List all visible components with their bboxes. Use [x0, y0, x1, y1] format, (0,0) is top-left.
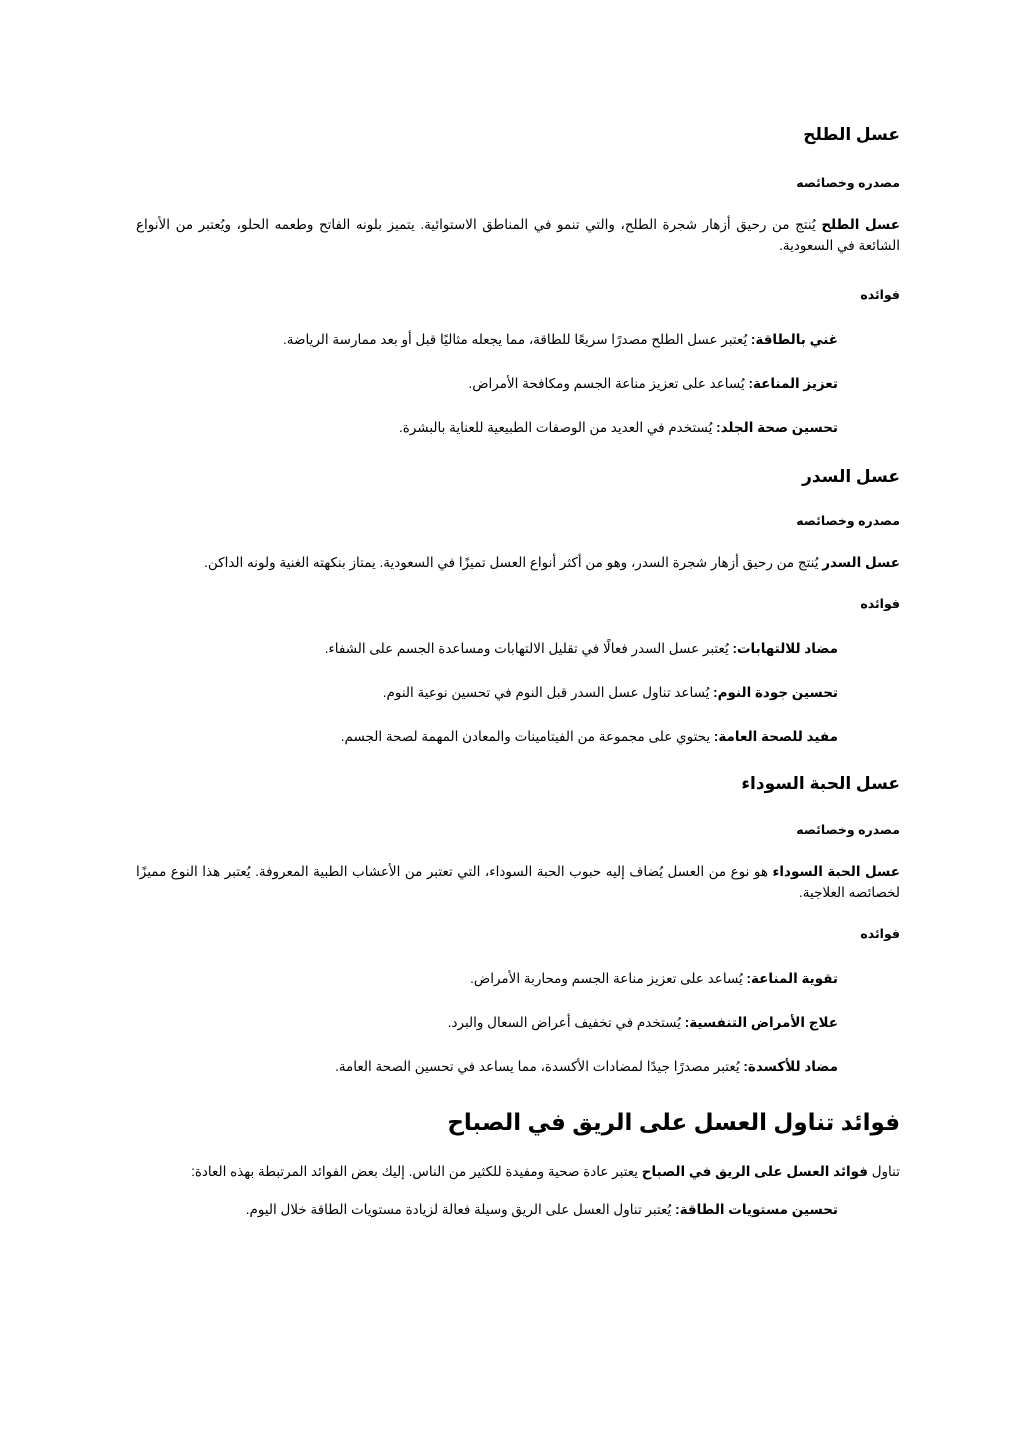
honey-section-talh — [136, 124, 900, 438]
benefit-text: يُعتبر تناول العسل على الريق وسيلة فعالة لزيادة مستويات الطاقة خلال اليوم. — [245, 1202, 676, 1217]
benefit-text: يُساعد تناول عسل السدر قبل النوم في تحسين نوعية النوم. — [382, 685, 714, 700]
description-text: يُنتج من رحيق أزهار شجرة السدر، وهو من أكثر أنواع العسل تميزًا في السعودية. يمتاز بنكهته الغنية ولونه الداكن. — [204, 555, 823, 570]
description-bold: عسل الطلح — [821, 217, 900, 232]
benefit-item — [136, 1057, 838, 1077]
benefit-item — [136, 418, 838, 438]
benefit-item — [136, 639, 838, 659]
benefit-text: يُستخدم في تخفيف أعراض السعال والبرد. — [447, 1015, 685, 1030]
benefit-bold: مضاد للالتهابات: — [732, 641, 838, 656]
benefits-heading: فوائده — [860, 288, 900, 302]
benefit-text: يُعتبر عسل السدر فعالًا في تقليل الالتهابات ومساعدة الجسم على الشفاء. — [324, 641, 733, 656]
benefits-list — [136, 969, 900, 1077]
benefit-bold: تحسين مستويات الطاقة: — [675, 1202, 838, 1217]
benefits-list — [136, 639, 900, 747]
source-heading: مصدره وخصائصه — [796, 514, 900, 528]
benefit-item — [136, 969, 838, 989]
benefit-bold: غني بالطاقة: — [750, 332, 838, 347]
benefit-text: يُعتبر مصدرًا جيدًا لمضادات الأكسدة، مما يساعد في تحسين الصحة العامة. — [335, 1059, 744, 1074]
intro-paragraph — [136, 1161, 900, 1182]
benefit-item — [136, 727, 838, 747]
honey-section-sidr — [136, 466, 900, 747]
benefit-bold: تحسين صحة الجلد: — [716, 420, 838, 435]
benefit-item — [136, 1200, 838, 1220]
benefit-text: يُستخدم في العديد من الوصفات الطبيعية للعناية بالبشرة. — [399, 420, 717, 435]
benefit-item — [136, 330, 838, 350]
benefit-bold: مفيد للصحة العامة: — [713, 729, 838, 744]
benefit-bold: مضاد للأكسدة: — [743, 1059, 838, 1074]
benefit-bold: تقوية المناعة: — [746, 971, 838, 986]
intro-bold: فوائد العسل على الريق في الصباح — [641, 1164, 868, 1179]
benefit-text: يحتوي على مجموعة من الفيتامينات والمعادن المهمة لصحة الجسم. — [340, 729, 714, 744]
description-bold: عسل الحبة السوداء — [772, 864, 900, 879]
section-title: عسل الحبة السوداء — [741, 774, 900, 793]
section-title: عسل السدر — [802, 467, 900, 486]
description-bold: عسل السدر — [822, 555, 900, 570]
benefit-item — [136, 683, 838, 703]
description-text: يُنتج من رحيق أزهار شجرة الطلح، والتي تنمو في المناطق الاستوائية. يتميز بلونه الفاتح وطعمه الحلو، ويُعتبر من الأنواع الشائعة في السعودية. — [136, 217, 900, 253]
benefits-list — [136, 1200, 900, 1220]
benefit-bold: تحسين جودة النوم: — [713, 685, 838, 700]
benefits-heading: فوائده — [860, 597, 900, 611]
section-title: عسل الطلح — [803, 125, 900, 144]
benefits-list — [136, 330, 900, 438]
description-paragraph — [136, 861, 900, 903]
benefit-text: يُساعد على تعزيز مناعة الجسم ومكافحة الأمراض. — [468, 376, 749, 391]
benefit-item — [136, 374, 838, 394]
description-paragraph — [136, 552, 900, 573]
content-column — [136, 0, 900, 1220]
benefit-bold: علاج الأمراض التنفسية: — [684, 1015, 838, 1030]
benefit-text: يُعتبر عسل الطلح مصدرًا سريعًا للطاقة، مما يجعله مثاليًا قبل أو بعد ممارسة الرياضة. — [283, 332, 751, 347]
description-text: هو نوع من العسل يُضاف إليه حبوب الحبة السوداء، التي تعتبر من الأعشاب الطبية المعروفة. يُعتبر هذا النوع مميزًا لخصائصه العلاجية. — [136, 864, 900, 900]
benefits-heading: فوائده — [860, 927, 900, 941]
source-heading: مصدره وخصائصه — [796, 176, 900, 190]
benefit-text: يُساعد على تعزيز مناعة الجسم ومحاربة الأمراض. — [470, 971, 747, 986]
source-heading: مصدره وخصائصه — [796, 823, 900, 837]
intro-pre: تناول — [867, 1164, 900, 1179]
morning-benefits-section — [136, 1107, 900, 1220]
main-heading: فوائد تناول العسل على الريق في الصباح — [447, 1109, 900, 1135]
honey-section-black-seed — [136, 773, 900, 1077]
intro-post: يعتبر عادة صحية ومفيدة للكثير من الناس. إليك بعض الفوائد المرتبطة بهذه العادة: — [191, 1164, 642, 1179]
benefit-item — [136, 1013, 838, 1033]
benefit-bold: تعزيز المناعة: — [748, 376, 838, 391]
description-paragraph — [136, 214, 900, 256]
